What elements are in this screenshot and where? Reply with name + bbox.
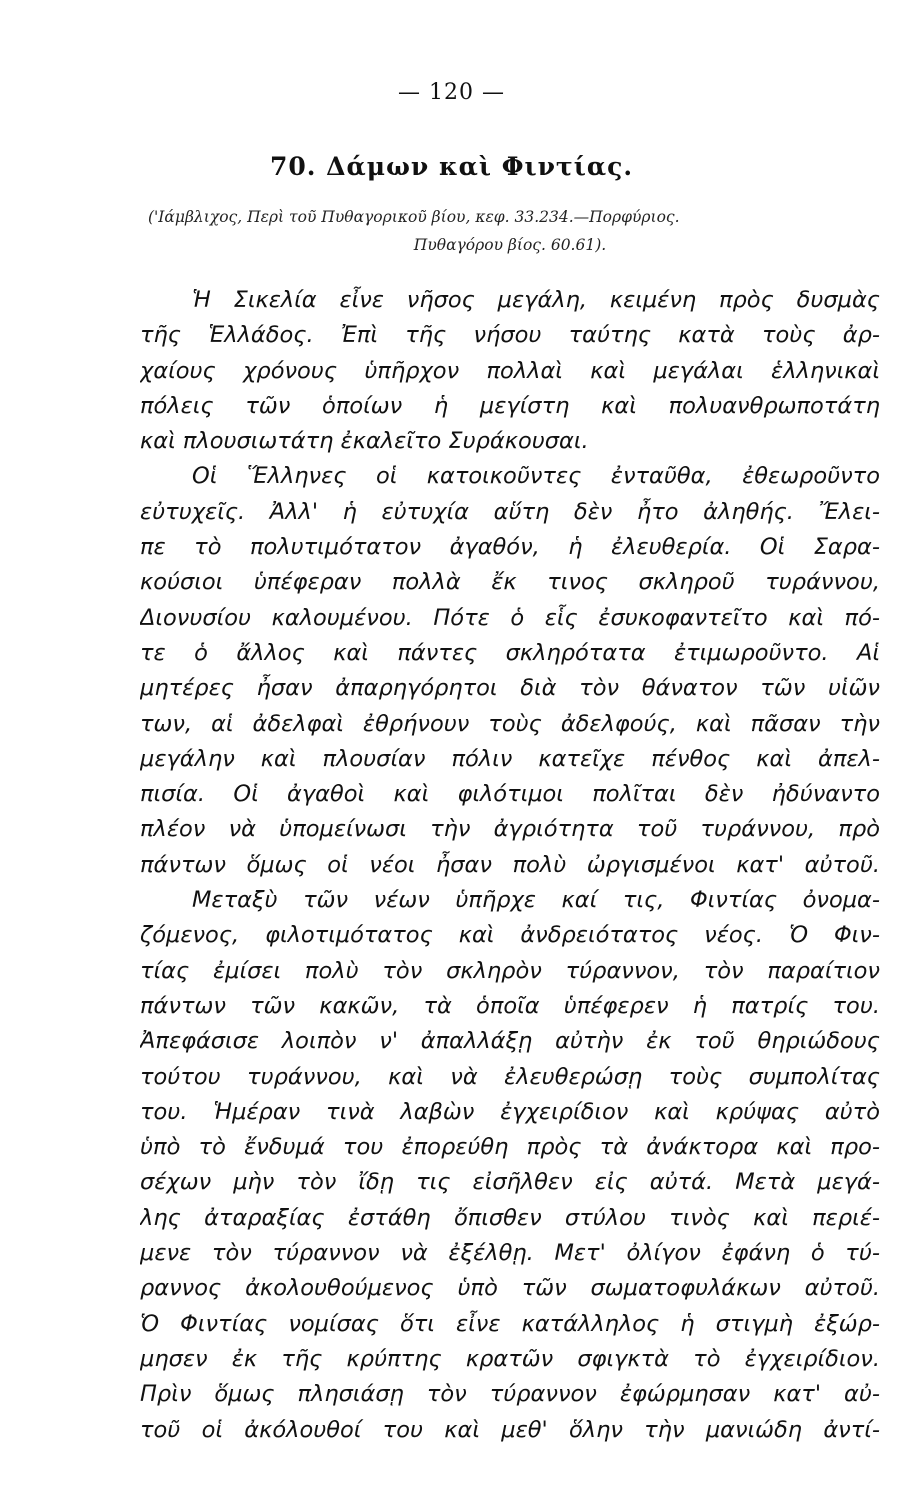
text-line: εὐτυχεῖς. Ἀλλ' ἡ εὐτυχία αὕτη δὲν ἦτο ἀληθής. Ἔλει-	[140, 498, 880, 525]
text-line: Πρὶν ὅμως πλησιάσῃ τὸν τύραννον ἐφώρμησαν κατ' αὐ-	[140, 1381, 880, 1408]
page-number: — 120 —	[398, 80, 505, 105]
text-line: λης ἀταραξίας ἐστάθη ὄπισθεν στύλου τινὸς καὶ περιέ-	[140, 1204, 880, 1231]
text-line: πισία. Οἱ ἀγαθοὶ καὶ φιλότιμοι πολῖται δὲν ἠδύναντο	[140, 781, 880, 808]
text-line: τε ὁ ἄλλος καὶ πάντες σκληρότατα ἐτιμωροῦντο. Αἱ	[140, 639, 880, 666]
text-line: τούτου τυράννου, καὶ νὰ ἐλευθερώσῃ τοὺς συμπολίτας	[140, 1063, 880, 1090]
text-line: του. Ἡμέραν τινὰ λαβὼν ἐγχειρίδιον καὶ κρύψας αὐτὸ	[140, 1098, 880, 1125]
text-line: μεγάλην καὶ πλουσίαν πόλιν κατεῖχε πένθος καὶ ἀπελ-	[140, 745, 880, 772]
text-line: πόλεις τῶν ὁποίων ἡ μεγίστη καὶ πολυανθρωποτάτη	[140, 392, 880, 419]
text-line: Οἱ Ἕλληνες οἱ κατοικοῦντες ἐνταῦθα, ἐθεωροῦντο	[192, 463, 880, 490]
text-line: των, αἱ ἀδελφαὶ ἐθρήνουν τοὺς ἀδελφούς, καὶ πᾶσαν τὴν	[140, 710, 880, 737]
text-line: τίας ἐμίσει πολὺ τὸν σκληρὸν τύραννον, τὸν παραίτιον	[140, 957, 880, 984]
text-line: καὶ πλουσιωτάτη ἐκαλεῖτο Συράκουσαι.	[140, 428, 589, 455]
text-line: ζόμενος, φιλοτιμότατος καὶ ἀνδρειότατος νέος. Ὁ Φιν-	[140, 922, 880, 949]
text-line: μενε τὸν τύραννον νὰ ἐξέλθῃ. Μετ' ὀλίγον ἐφάνη ὁ τύ-	[140, 1240, 880, 1267]
text-line: Διονυσίου καλουμένου. Πότε ὁ εἷς ἐσυκοφαντεῖτο καὶ πό-	[140, 604, 880, 631]
text-line: Ἀπεφάσισε λοιπὸν ν' ἀπαλλάξῃ αὐτὴν ἐκ τοῦ θηριώδους	[140, 1028, 880, 1055]
text-line: ραννος ἀκολουθούμενος ὑπὸ τῶν σωματοφυλάκων αὐτοῦ.	[140, 1275, 880, 1302]
source-citation	[148, 203, 872, 259]
text-line: ὑπὸ τὸ ἔνδυμά του ἐπορεύθη πρὸς τὰ ἀνάκτορα καὶ προ-	[140, 1134, 880, 1161]
source-line: ('Ιάμβλιχος, Περὶ τοῦ Πυθαγορικοῦ βίου, κεφ. 33.234.—Πορφύριος.	[148, 208, 680, 226]
text-line: πε τὸ πολυτιμότατον ἀγαθόν, ἡ ἐλευθερία. Οἱ Σαρα-	[140, 534, 880, 561]
text-line: Ἡ Σικελία εἶνε νῆσος μεγάλη, κειμένη πρὸς δυσμὰς	[192, 287, 880, 313]
text-line: πλέον νὰ ὑπομείνωσι τὴν ἀγριότητα τοῦ τυράννου, πρὸ	[140, 816, 880, 843]
source-line: Πυθαγόρου βίος. 60.61).	[413, 236, 607, 254]
text-line: τῆς Ἑλλάδος. Ἐπὶ τῆς νήσου ταύτης κατὰ τοὺς ἀρ-	[140, 322, 880, 349]
text-line: κούσιοι ὑπέφεραν πολλὰ ἔκ τινος σκληροῦ τυράννου,	[140, 569, 880, 596]
text-line: μησεν ἐκ τῆς κρύπτης κρατῶν σφιγκτὰ τὸ ἐγχειρίδιον.	[140, 1345, 880, 1372]
text-line: Μεταξὺ τῶν νέων ὑπῆρχε καί τις, Φιντίας ὀνομα-	[192, 887, 880, 914]
text-line: σέχων μὴν τὸν ἴδῃ τις εἰσῆλθεν εἰς αὐτά. Μετὰ μεγά-	[140, 1169, 880, 1196]
chapter-title: 70. Δάμων καὶ Φιντίας.	[269, 152, 634, 181]
text-line: χαίους χρόνους ὑπῆρχον πολλαὶ καὶ μεγάλαι ἑλληνικαὶ	[140, 357, 880, 384]
text-line: πάντων ὅμως οἱ νέοι ἦσαν πολὺ ὠργισμένοι κατ' αὐτοῦ.	[140, 851, 880, 878]
text-line: πάντων τῶν κακῶν, τὰ ὁποῖα ὑπέφερεν ἡ πατρίς του.	[140, 992, 880, 1019]
text-line: τοῦ οἱ ἀκόλουθοί του καὶ μεθ' ὅλην τὴν μανιώδη ἀντί-	[140, 1416, 880, 1443]
text-line: μητέρες ἦσαν ἀπαρηγόρητοι διὰ τὸν θάνατον τῶν υἱῶν	[140, 675, 880, 702]
body-text	[140, 283, 880, 1448]
text-line: Ὁ Φιντίας νομίσας ὅτι εἶνε κατάλληλος ἡ στιγμὴ ἐξώρ-	[140, 1310, 880, 1337]
